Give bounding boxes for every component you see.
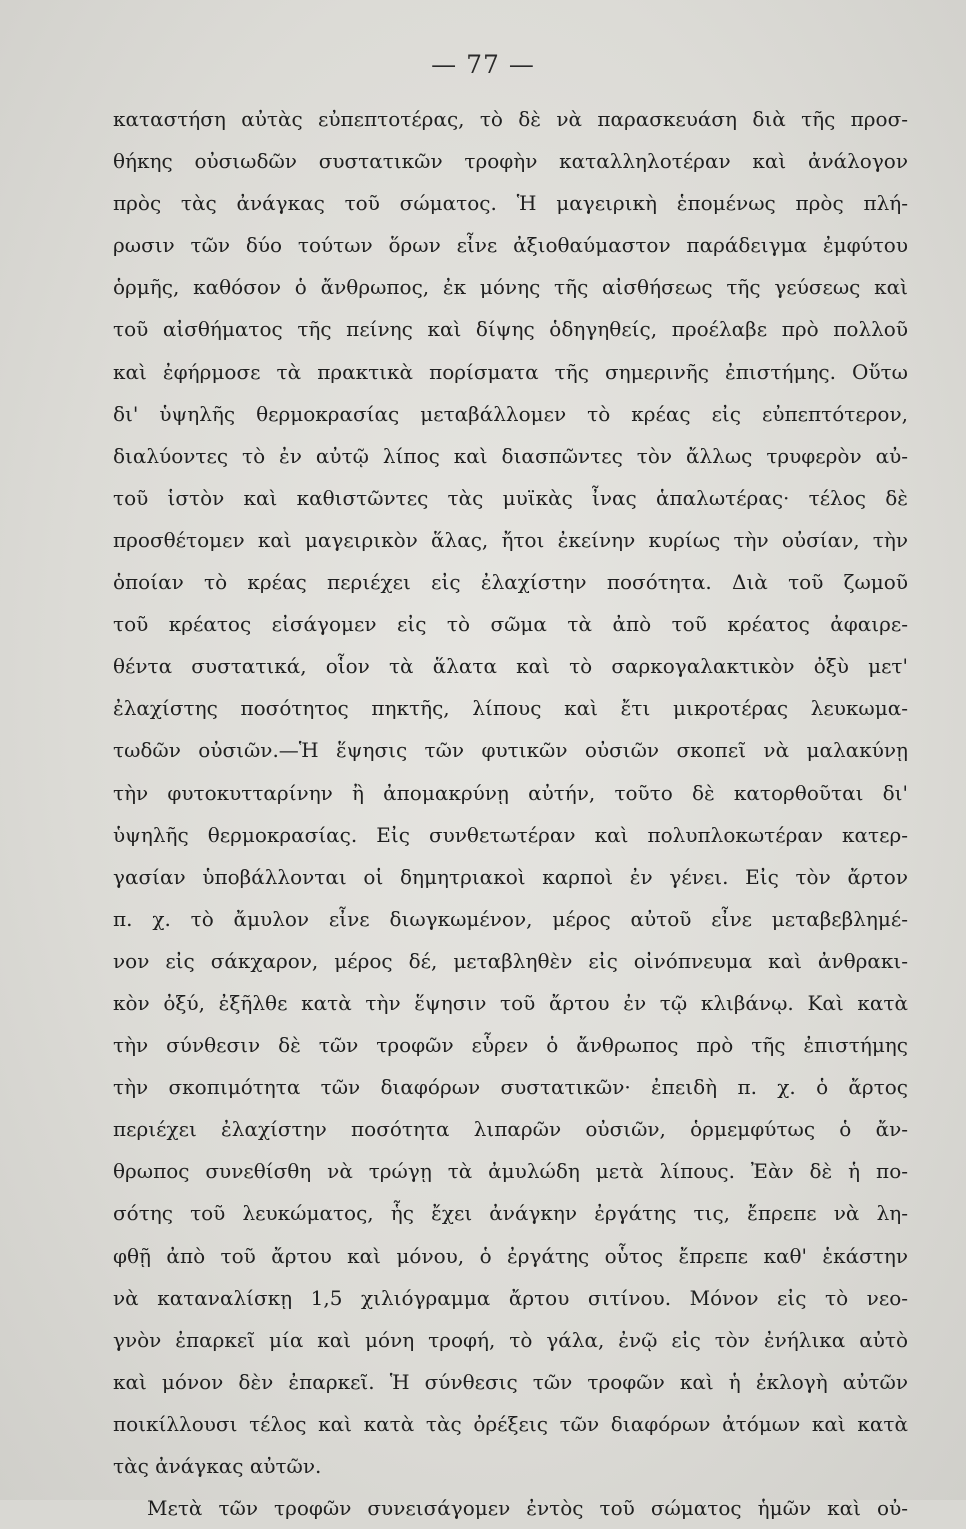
text-line: νὰ καταναλίσκῃ 1,5 χιλιόγραμμα ἄρτου σιτίνου. Μόνον εἰς τὸ νεο- — [113, 1285, 908, 1310]
text-line: γνὸν ἐπαρκεῖ μία καὶ μόνη τροφή, τὸ γάλα, ἐνῷ εἰς τὸν ἐνήλικα αὐτὸ — [113, 1327, 908, 1352]
text-line: πρὸς τὰς ἀνάγκας τοῦ σώματος. Ἡ μαγειρικὴ ἑπομένως πρὸς πλή- — [113, 191, 908, 216]
text-line: θρωπος συνεθίσθη νὰ τρώγῃ τὰ ἀμυλώδη μετὰ λίπους. Ἐὰν δὲ ἡ πο- — [113, 1159, 908, 1184]
text-line: φθῇ ἀπὸ τοῦ ἄρτου καὶ μόνου, ὁ ἐργάτης οὗτος ἔπρεπε καθ' ἑκάστην — [113, 1243, 908, 1268]
page-number: — 77 — — [431, 50, 535, 79]
text-line: δι' ὑψηλῆς θερμοκρασίας μεταβάλλομεν τὸ κρέας εἰς εὐπεπτότερον, — [113, 401, 908, 426]
text-line: καὶ μόνον δὲν ἐπαρκεῖ. Ἡ σύνθεσις τῶν τροφῶν καὶ ἡ ἐκλογὴ αὐτῶν — [113, 1369, 908, 1394]
text-line: ρωσιν τῶν δύο τούτων ὅρων εἶνε ἀξιοθαύμαστον παράδειγμα ἐμφύτου — [113, 233, 908, 258]
text-line: Μετὰ τῶν τροφῶν συνεισάγομεν ἐντὸς τοῦ σώματος ἡμῶν καὶ οὐ- — [147, 1496, 908, 1521]
text-line: θέντα συστατικά, οἷον τὰ ἅλατα καὶ τὸ σαρκογαλακτικὸν ὀξὺ μετ' — [113, 654, 908, 679]
text-line: νον εἰς σάκχαρον, μέρος δέ, μεταβληθὲν εἰς οἰνόπνευμα καὶ ἀνθρακι- — [113, 948, 908, 973]
text-line: τοῦ κρέατος εἰσάγομεν εἰς τὸ σῶμα τὰ ἀπὸ τοῦ κρέατος ἀφαιρε- — [113, 612, 908, 637]
text-line: τοῦ ἱστὸν καὶ καθιστῶντες τὰς μυϊκὰς ἶνας ἁπαλωτέρας· τέλος δὲ — [113, 485, 908, 510]
text-line: ὁρμῆς, καθόσον ὁ ἄνθρωπος, ἐκ μόνης τῆς αἰσθήσεως τῆς γεύσεως καὶ — [113, 275, 908, 300]
text-line: θήκης οὐσιωδῶν συστατικῶν τροφὴν καταλληλοτέραν καὶ ἀνάλογον — [113, 149, 908, 174]
text-line: ποικίλλουσι τέλος καὶ κατὰ τὰς ὀρέξεις τῶν διαφόρων ἀτόμων καὶ κατὰ — [113, 1411, 908, 1436]
text-line: διαλύοντες τὸ ἐν αὐτῷ λίπος καὶ διασπῶντες τὸν ἄλλως τρυφερὸν αὐ- — [113, 443, 908, 468]
text-line: τὰς ἀνάγκας αὐτῶν. — [113, 1454, 322, 1478]
text-line: τὴν σκοπιμότητα τῶν διαφόρων συστατικῶν· ἐπειδὴ π. χ. ὁ ἄρτος — [113, 1075, 908, 1100]
text-line: γασίαν ὑποβάλλονται οἱ δημητριακοὶ καρποὶ ἐν γένει. Εἰς τὸν ἄρτον — [113, 864, 908, 889]
text-line: ὑψηλῆς θερμοκρασίας. Εἰς συνθετωτέραν καὶ πολυπλοκωτέραν κατερ- — [113, 822, 908, 847]
body-text — [113, 98, 908, 1529]
text-line: τὴν φυτοκυτταρίνην ἢ ἀπομακρύνῃ αὐτήν, τοῦτο δὲ κατορθοῦται δι' — [113, 780, 908, 805]
text-line: ἐλαχίστης ποσότητος πηκτῆς, λίπους καὶ ἔτι μικροτέρας λευκωμα- — [113, 696, 908, 721]
text-line: π. χ. τὸ ἄμυλον εἶνε διωγκωμένον, μέρος αὐτοῦ εἶνε μεταβεβλημέ- — [113, 906, 908, 931]
text-line: καὶ ἐφήρμοσε τὰ πρακτικὰ πορίσματα τῆς σημερινῆς ἐπιστήμης. Οὕτω — [113, 359, 908, 384]
text-line: ὁποίαν τὸ κρέας περιέχει εἰς ἐλαχίστην ποσότητα. Διὰ τοῦ ζωμοῦ — [113, 570, 908, 595]
text-line: τοῦ αἰσθήματος τῆς πείνης καὶ δίψης ὁδηγηθείς, προέλαβε πρὸ πολλοῦ — [113, 317, 908, 342]
text-line: τωδῶν οὐσιῶν.—Ἡ ἕψησις τῶν φυτικῶν οὐσιῶν σκοπεῖ νὰ μαλακύνῃ — [113, 738, 908, 763]
text-line: σότης τοῦ λευκώματος, ἧς ἔχει ἀνάγκην ἐργάτης τις, ἔπρεπε νὰ λη- — [113, 1201, 908, 1226]
text-line: κὸν ὀξύ, ἐξῆλθε κατὰ τὴν ἕψησιν τοῦ ἄρτου ἐν τῷ κλιβάνῳ. Καὶ κατὰ — [113, 990, 908, 1015]
text-line: καταστήση αὐτὰς εὐπεπτοτέρας, τὸ δὲ νὰ παρασκευάση διὰ τῆς προσ- — [113, 107, 908, 131]
text-line: περιέχει ἐλαχίστην ποσότητα λιπαρῶν οὐσιῶν, ὁρμεμφύτως ὁ ἄν- — [113, 1117, 908, 1142]
text-line: τὴν σύνθεσιν δὲ τῶν τροφῶν εὗρεν ὁ ἄνθρωπος πρὸ τῆς ἐπιστήμης — [113, 1033, 908, 1058]
text-line: προσθέτομεν καὶ μαγειρικὸν ἅλας, ἤτοι ἐκείνην κυρίως τὴν οὐσίαν, τὴν — [113, 527, 908, 552]
